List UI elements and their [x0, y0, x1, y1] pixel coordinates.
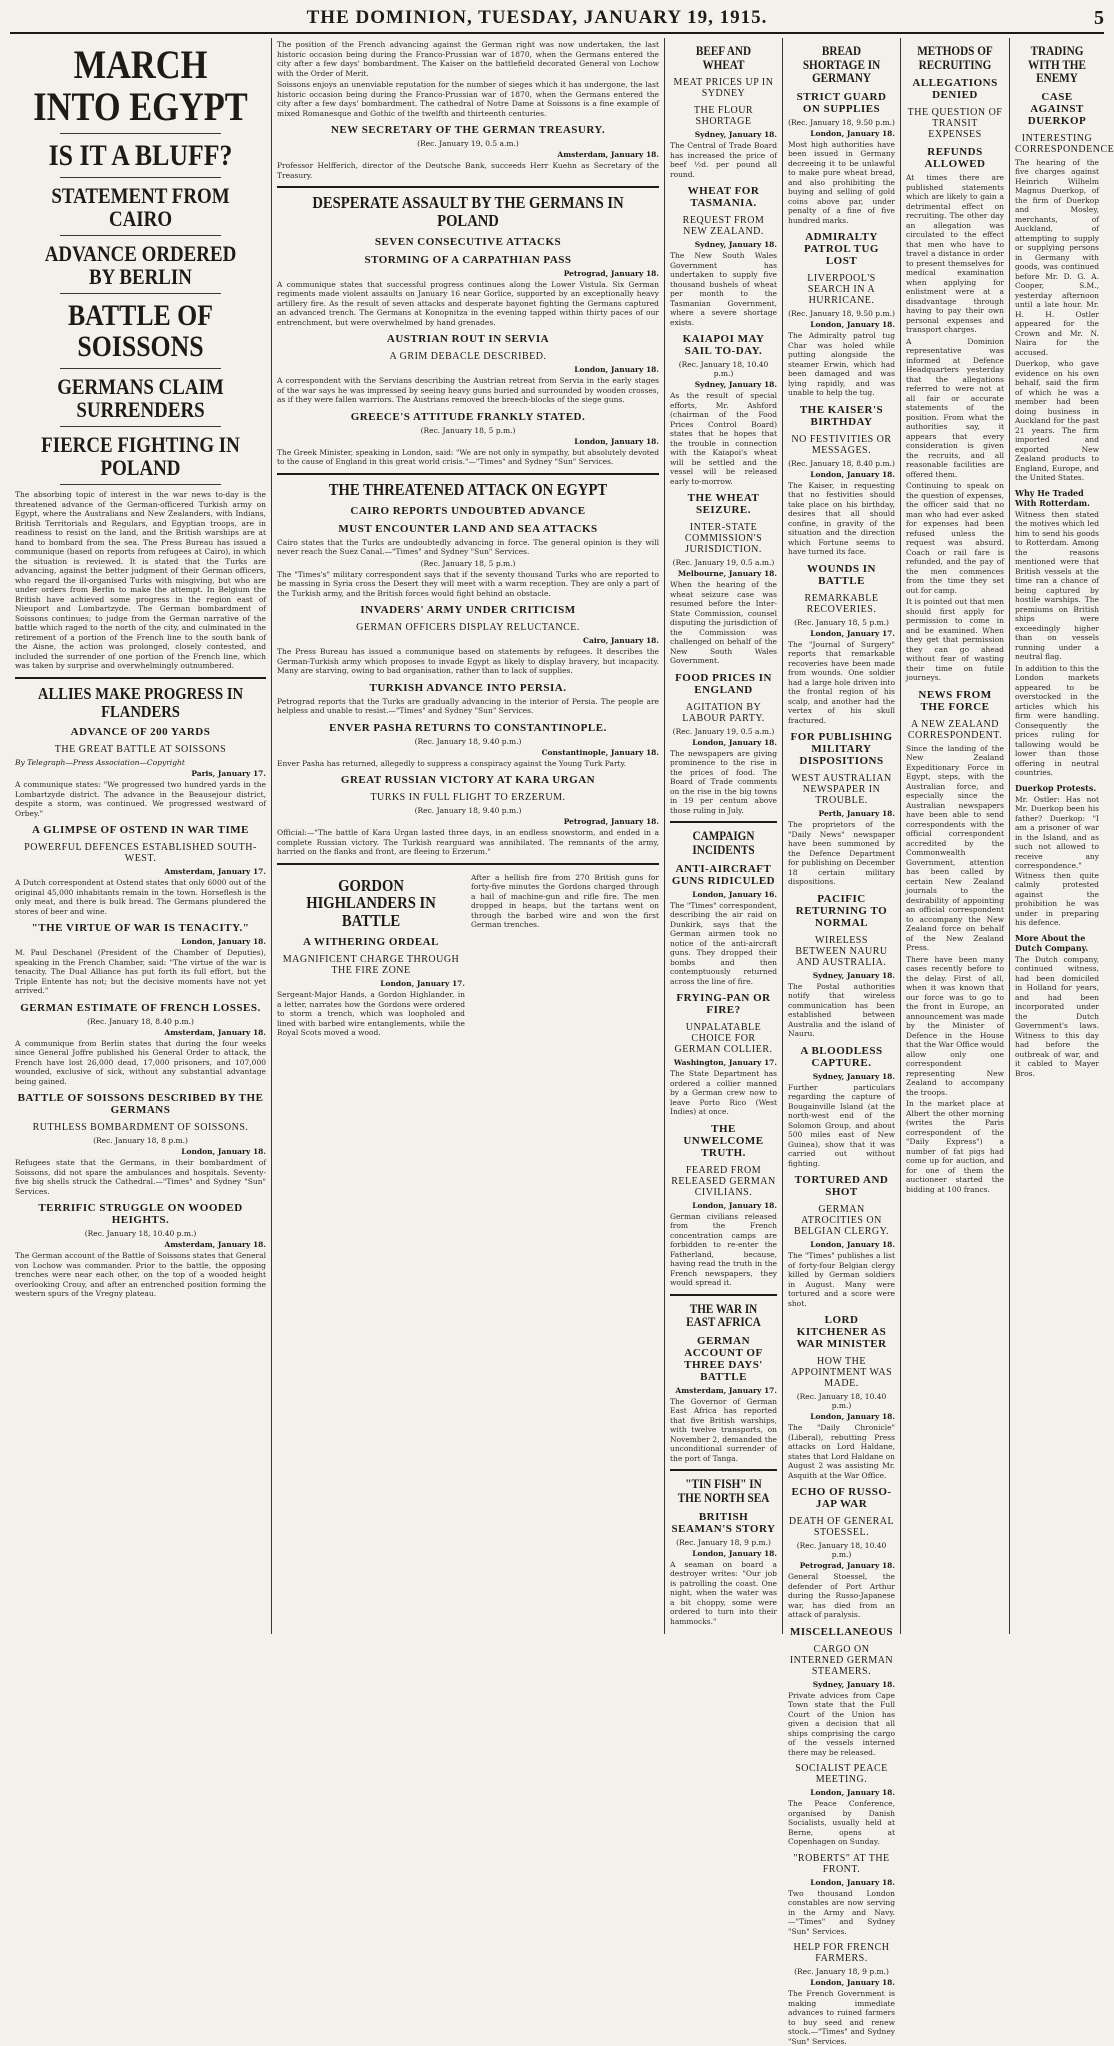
flanders-body: A communique states: "We progressed two hundred yards in the Lombartzyde district. The advance in the Beausejour district, despite a storm, was continued. We progressed westward of Orbey." [15, 780, 266, 818]
invaders-dateline: Cairo, January 18. [583, 636, 659, 646]
persia-headline: TURKISH ADVANCE INTO PERSIA. [369, 681, 567, 694]
poland-headline: DESPERATE ASSAULT BY THE GERMANS IN POLAND [312, 193, 624, 230]
pacific-body: The Postal authorities notify that wireless communication has been established between Australia and the island of Nauru. [788, 981, 895, 1039]
soissons-subhead: RUTHLESS BOMBARDMENT OF SOISSONS. [32, 1122, 249, 1134]
enver-headline: ENVER PASHA RETURNS TO CONSTANTINOPLE. [329, 721, 607, 734]
seizure-received: (Rec. January 19, 0.5 a.m.) [672, 558, 775, 568]
gordon-section [277, 871, 659, 1040]
deck-soissons: BATTLE OF SOISSONS [67, 298, 214, 364]
column-5 [901, 38, 1010, 1634]
kara-body: Official:—"The battle of Kara Urgan lasted three days, in an endless snowstorm, and ended in a complete Russian victory. The Turkish rearguard was annihilated. The remnants of the army, harried on the flanks and front, are fleeing to Erzerum." [277, 828, 659, 857]
trading-body-2: Duerkop, who gave evidence on his own behalf, said the firm of which he was a member had been doing business in Auckland for the past 21 years. The firm imported and exported New Zealand products to England, Europe, and the United States. [1015, 359, 1099, 483]
dispositions-dateline: Perth, January 18. [818, 809, 895, 819]
farmers-headline: HELP FOR FRENCH FARMERS. [793, 1942, 890, 1965]
column-2 [272, 38, 665, 1634]
virtue-body: M. Paul Deschanel (President of the Chamber of Deputies), speaking in the French Chamber, said: "The virtue of the war is tenacity. The Dual Alliance has put forth its full effort, but the Triple Entente has not; but the decisive moments have not yet arrived." [15, 948, 266, 996]
ostend-subhead: POWERFUL DEFENCES ESTABLISHED SOUTH-WEST. [24, 842, 257, 865]
column-3 [665, 38, 783, 1634]
dispositions-body: The proprietors of the "Daily News" newspaper have been summoned by the Defence Department for publishing on December 18 certain military dispositions. [788, 820, 895, 887]
kitchener-received: (Rec. January 18, 10.40 p.m.) [796, 1392, 887, 1411]
trading-subhead-2: INTERESTING CORRESPONDENCE [1015, 132, 1114, 155]
persia-body: Petrograd reports that the Turks are gradually advancing in the interior of Persia. The people are helpless and unable to resist.—"Times" and Sydney "Sun" Services. [277, 696, 659, 716]
greece-dateline: London, January 18. [574, 436, 659, 446]
force-body-2: There have been many cases recently before to the delay. First of all, when it was known that our force was to go to the front in Europe, an announcement was made by the Minister of Defence in the House that the War Office would allow only one correspondent representing New Zealand to accompany the troops. [906, 954, 1004, 1097]
flanders-headline: ALLIES MAKE PROGRESS IN FLANDERS [37, 683, 244, 721]
tasmania-dateline: Sydney, January 18. [694, 240, 777, 250]
truth-body: German civilians released from the French concentration camps are forbidden to re-enter the Fatherland, because, having read the truth in the French newspapers, they would spread it. [670, 1211, 777, 1288]
africa-dateline: Amsterdam, January 17. [675, 1385, 777, 1395]
seizure-body: When the hearing of the wheat seizure case was resumed before the Inter-State Commission, counsel disputing the jurisdiction of the Commission was challenged on behalf of the New South Wales Government. [670, 580, 777, 666]
roberts-dateline: London, January 18. [810, 1877, 895, 1887]
kara-headline: GREAT RUSSIAN VICTORY AT KARA URGAN [340, 774, 596, 787]
misc-body: Private advices from Cape Town state that the Full Court of the Union has given a decision that all ships comprising the cargo of the vessels interned there may be released. [788, 1690, 895, 1757]
virtue-headline: "THE VIRTUE OF WAR IS TENACITY." [31, 922, 250, 935]
tinfish-subhead: BRITISH SEAMAN'S STORY [671, 1510, 776, 1535]
truth-headline: THE UNWELCOME TRUTH. [683, 1122, 764, 1159]
fire-subhead: UNPALATABLE CHOICE FOR GERMAN COLLIER. [674, 1022, 773, 1056]
treasury-dateline: Amsterdam, January 18. [557, 150, 659, 159]
force-subhead: A NEW ZEALAND CORRESPONDENT. [907, 718, 1003, 741]
food-headline: FOOD PRICES IN ENGLAND [675, 671, 772, 696]
tortured-dateline: London, January 18. [810, 1240, 895, 1250]
estimate-dateline: Amsterdam, January 18. [164, 1027, 266, 1037]
trading-body-5: Mr. Ostler: Has not Mr. Duerkop been his father? Duerkop: "I am a prisoner of war in the Island, and as such not allowed to receive any correspondence." Witness then quite calmly protested against the prohibition he was under in preparing his defence. [1015, 794, 1099, 928]
patrol-received: (Rec. January 18, 9.50 p.m.) [788, 309, 895, 319]
farmers-received: (Rec. January 18, 9 p.m.) [794, 1967, 889, 1977]
gordon-body-2: After a hellish fire from 270 British guns for forty-five minutes the Gordons charged through a hail of machine-gun and rifle fire. The men dropped in heaps, but the tartans went on through the barbed wire and won the first German trenches. [471, 872, 659, 930]
columns [10, 38, 1114, 2046]
seizure-dateline: Melbourne, January 18. [677, 569, 777, 579]
flanders-subhead-2: THE GREAT BATTLE AT SOISSONS [54, 744, 227, 756]
wounds-dateline: London, January 17. [810, 628, 895, 638]
egypt-received: (Rec. January 18, 5 p.m.) [420, 558, 516, 568]
recruiting-headline: METHODS OF RECRUITING [917, 43, 993, 72]
soissons-history-body: Soissons enjoys an unenviable reputation for the number of sieges which it has undergone, the last historic occasion being during the Franco-Prussian war of 1870, when the Germans entered the city after a few days' bombardment. The cathedral of Notre Dame at Soissons is a fine example of mixed Romanesque and Gothic of the twelfth and thirteenth centuries. [277, 80, 659, 118]
deck-cairo: STATEMENT FROM CAIRO [51, 182, 230, 231]
recruiting-body-1: At times there are published statements which are likely to gain a detrimental effect on recruiting. The other day an allegation was circulated to the effect that men who have to travel a distance in order to present themselves for medical examination when applying for enlistment were at a disadvantage through having to pay their own personal expenses and transport charges. [906, 173, 1004, 335]
deck-bluff: IS IT A BLUFF? [48, 139, 233, 172]
peace-headline: SOCIALIST PEACE MEETING. [795, 1763, 888, 1786]
column-1 [10, 38, 272, 1634]
soissons-dateline: London, January 18. [181, 1147, 266, 1157]
patrol-body: The Admiralty patrol tug Char was holed while putting alongside the steamer Erwin, which had been damaged and was lying rapidly, and was unable to help the tug. [788, 331, 895, 398]
ostend-headline: A GLIMPSE OF OSTEND IN WAR TIME [31, 824, 249, 837]
pacific-headline: PACIFIC RETURNING TO NORMAL [795, 892, 888, 929]
peace-dateline: London, January 18. [810, 1788, 895, 1798]
enver-dateline: Constantinople, January 18. [541, 747, 659, 757]
masthead [10, 4, 1104, 34]
farmers-body: The French Government is making immediate advances to ruined farmers to buy seed and renew stock.—"Times" and Sydney "Sun" Services. [788, 1989, 895, 2046]
tortured-body: The "Times" publishes a list of forty-four Belgian clergy killed by German soldiers in August. Many were tortured and a score were shot. [788, 1251, 895, 1308]
echo-body: General Stoessel, the defender of Port Arthur during the Russo-Japanese war, has died from an attack of paralysis. [788, 1572, 895, 1620]
capture-headline: A BLOODLESS CAPTURE. [800, 1044, 883, 1069]
kaiapoi-headline: KAIAPOI MAY SAIL TO-DAY. [682, 333, 765, 358]
kaiser-received: (Rec. January 18, 8.40 p.m.) [788, 458, 895, 468]
capture-body: Further particulars regarding the capture of Bougainville Island (at the north-west end of the Solomon Group, and about 500 miles east of New Guinea), show that it was carried out without fighting. [788, 1082, 895, 1168]
bread-body: Most high authorities have been issued in Germany decreeing it to be unlawful to make pure wheat bread, and also prohibiting the buying and selling of gold coins above par, under penalty of a fine of five hundred marks. [788, 139, 895, 225]
headline-march-into-egypt: MARCH INTO EGYPT [33, 42, 248, 129]
misc-dateline: Sydney, January 18. [812, 1679, 895, 1689]
force-body: Since the landing of the New Zealand Expeditionary Force in Egypt, steps, with the Australian force, and especially since the Australian newspapers have been able to send correspondents with the official correspondent accredited by the Commonwealth Government, attention has been called by certain New Zealand journals to the desirability of appointing an official correspondent to accompany the New Zealand force on behalf of the New Zealand Press. [906, 743, 1004, 953]
kaiapoi-dateline: Sydney, January 18. [694, 380, 777, 390]
recruiting-subhead-3: REFUNDS ALLOWED [924, 146, 986, 171]
egypt-body: Cairo states that the Turks are undoubtedly advancing in force. The general opinion is they will never reach the Suez Canal.—"Times" and Sydney "Sun" Services. [277, 537, 659, 557]
wounds-headline: WOUNDS IN BATTLE [807, 562, 876, 587]
recruiting-body-2: A Dominion representative was informed at Defence Headquarters yesterday that the allegations referred to were not at all fair or accurate statements of the position. From what the authorities say, it appears that every consideration is given the recruits, and all reasonable facilities are offered them. [906, 336, 1004, 479]
trading-body-3: Witness then stated the motives which led him to send his goods to Rotterdam. Among the reasons mentioned were that British vessels at the time ran a chance of being captured by hostile warships. The premiums on British ships were exceedingly higher than on vessels running under a neutral flag. [1015, 509, 1099, 662]
peace-body: The Peace Conference, organised by Danish Socialists, usually held at Berne, opens at Copenhagen on Sunday. [788, 1799, 895, 1847]
trading-body-6: The Dutch company, continued witness, had been domiciled in Holland for years, and had been incorporated under the Dutch Government's laws. Witness to this day had before the outbreak of war, and it cabled to Mayer Bros. [1015, 954, 1099, 1078]
poland-subhead-2: STORMING OF A CARPATHIAN PASS [364, 253, 572, 266]
wounds-subhead: REMARKABLE RECOVERIES. [804, 592, 879, 615]
deck-surrenders: GERMANS CLAIM SURRENDERS [57, 373, 224, 422]
greece-headline: GREECE'S ATTITUDE FRANKLY STATED. [350, 410, 586, 423]
trading-headline: TRADING WITH THE ENEMY [1028, 43, 1086, 86]
kaiser-headline: THE KAISER'S BIRTHDAY [799, 403, 884, 428]
recruiting-subhead: ALLEGATIONS DENIED [912, 77, 998, 102]
beef-body: The Central of Trade Board has increased the price of beef ½d. per pound all round. [670, 141, 777, 179]
beef-subhead: MEAT PRICES UP IN SYDNEY [673, 77, 774, 100]
recruiting-body-3: Continuing to speak on the question of expenses, the officer said that no man who had ever asked for expenses had been refused unless the request was absurd. Coach or rail fare is refunded, and the pay of the men commences from the time they set out for camp. [906, 481, 1004, 595]
wounds-received: (Rec. January 18, 5 p.m.) [794, 617, 889, 627]
soissons-received: (Rec. January 18, 8 p.m.) [93, 1136, 188, 1146]
tinfish-headline: "TIN FISH" IN THE NORTH SEA [677, 1476, 770, 1505]
wooded-body: The German account of the Battle of Soissons states that General von Lochow was commander. Prior to the battle, the opposing trenches were near each other, on the top of a wooded height overlooking Crouy, and after an entrenched position forming the western spurs of the Vregny plateau. [15, 1251, 266, 1299]
kitchener-subhead: HOW THE APPOINTMENT WAS MADE. [790, 1356, 893, 1390]
bread-subhead: STRICT GUARD ON SUPPLIES [796, 90, 887, 115]
patrol-headline: ADMIRALTY PATROL TUG LOST [804, 231, 879, 268]
food-received: (Rec. January 19, 0.5 a.m.) [672, 726, 775, 736]
soissons-body: Refugees state that the Germans, in their bombardment of Soissons, did not spare the ambulances and hospitals. Seventy-five big shells struck the Cathedral.—"Times" and Sydney "Sun" Services. [15, 1158, 266, 1196]
patrol-subhead: LIVERPOOL'S SEARCH IN A HURRICANE. [807, 273, 876, 307]
treasury-headline: NEW SECRETARY OF THE GERMAN TREASURY. [330, 124, 606, 136]
invaders-body: The Press Bureau has issued a communique based on statements by refugees. It describes the German-Turkish army which proposes to invade Egypt as likely to display bravery, but incapacity. Many are starving, owing to bad organisation, rather than to lack of supplies. [277, 647, 659, 676]
patrol-dateline: London, January 18. [810, 320, 895, 330]
trading-body-4: In addition to this the London markets appeared to be overstocked in the articles which his firm were handling. Consequently the prices ruling for tallowing would be lower than those offering in neutral countries. [1015, 663, 1099, 778]
invaders-subhead: GERMAN OFFICERS DISPLAY RELUCTANCE. [356, 622, 580, 634]
capture-dateline: Sydney, January 18. [812, 1071, 895, 1081]
dispositions-subhead: WEST AUSTRALIAN NEWSPAPER IN TROUBLE. [791, 773, 892, 807]
campaign-subhead: ANTI-AIRCRAFT GUNS RIDICULED [671, 862, 776, 887]
misc-headline: MISCELLANEOUS [789, 1625, 894, 1638]
fire-headline: FRYING-PAN OR FIRE? [676, 992, 771, 1017]
flanders-subhead: ADVANCE OF 200 YARDS [70, 726, 211, 739]
egypt-subhead-2: MUST ENCOUNTER LAND AND SEA ATTACKS [338, 522, 598, 535]
farmers-dateline: London, January 18. [810, 1978, 895, 1988]
kaiapoi-received: (Rec. January 18, 10.40 p.m.) [678, 360, 769, 379]
kara-dateline: Petrograd, January 18. [563, 817, 659, 827]
tinfish-body: A seaman on board a destroyer writes: "Our job is patrolling the coast. One night, when the water was a bit choppy, some were ordered to turn into their hammocks." [670, 1559, 777, 1626]
roberts-headline: "ROBERTS" AT THE FRONT. [793, 1852, 890, 1875]
tasmania-body: The New South Wales Government has undertaken to supply five thousand bushels of wheat per month to the Tasmanian Government, where a severe shortage exists. [670, 251, 777, 327]
beef-dateline: Sydney, January 18. [694, 130, 777, 140]
column-4 [783, 38, 901, 2046]
roberts-body: Two thousand London constables are now serving in the Army and Navy.—"Times" and Sydney "Sun" Services. [788, 1888, 895, 1936]
servia-subhead: A GRIM DEBACLE DESCRIBED. [389, 351, 547, 363]
echo-received: (Rec. January 18, 10.40 p.m.) [796, 1541, 887, 1560]
column-6 [1010, 38, 1114, 1634]
treasury-body: Professor Helfferich, director of the Deutsche Bank, succeeds Herr Kuehn as Secretary of the Treasury. [277, 161, 659, 180]
deck-berlin: ADVANCE ORDERED BY BERLIN [44, 240, 237, 289]
kitchener-headline: LORD KITCHENER AS WAR MINISTER [796, 1314, 887, 1351]
publication-line: THE DOMINION, TUESDAY, JANUARY 19, 1915. [306, 7, 768, 28]
kitchener-body: The "Daily Chronicle" (Liberal), rebutting Press attacks on Lord Haldane, states that Lord Haldane on August 2 was assisting Mr. Asquith at the War Office. [788, 1423, 895, 1480]
soissons-headline: BATTLE OF SOISSONS DESCRIBED BY THE GERMANS [17, 1092, 264, 1117]
invaders-headline: INVADERS' ARMY UNDER CRITICISM [360, 604, 576, 617]
treasury-received: (Rec. January 19, 0.5 a.m.) [417, 139, 519, 148]
trading-body-1: The hearing of the five charges against Heinrich Wilhelm Magnus Duerkop, of the firm of Duerkop and Mosley, merchants, of Auckland, of attempting to supply or supplying persons in Germany with goods, was continued before Mr. D. G. A. Cooper, S.M., yesterday afternoon until a late hour. Mr. H. H. Ostler appeared for the Crown and Mr. N. Naira for the accused. [1015, 157, 1099, 357]
recruiting-subhead-2: THE QUESTION OF TRANSIT EXPENSES [907, 107, 1003, 141]
wooded-dateline: Amsterdam, January 18. [164, 1240, 266, 1250]
fire-body: The State Department has ordered a collier manned by a German crew now to leave Porto Rico (West Indies) at once. [670, 1069, 777, 1117]
gordon-body: Sergeant-Major Hands, a Gordon Highlander, in a letter, narrates how the Gordons were ordered to storm a trench, which was loopholed and lined with barbed wire entanglements, while the Royal Scots moved a wood. [277, 990, 465, 1038]
egypt-headline: THE THREATENED ATTACK ON EGYPT [328, 479, 608, 499]
ostend-dateline: Amsterdam, January 17. [164, 867, 266, 877]
africa-body: The Governor of German East Africa has reported that five British warships, with twelve transports, on November 2, demanded the unconditional surrender of the port of Tanga. [670, 1396, 777, 1463]
kaiser-subhead: NO FESTIVITIES OR MESSAGES. [791, 433, 892, 456]
bread-dateline: London, January 18. [810, 128, 895, 138]
fire-dateline: Washington, January 17. [673, 1058, 777, 1068]
tortured-subhead: GERMAN ATROCITIES ON BELGIAN CLERGY. [793, 1204, 890, 1238]
echo-headline: ECHO OF RUSSO-JAP WAR [791, 1486, 892, 1511]
misc-subhead: CARGO ON INTERNED GERMAN STEAMERS. [789, 1643, 894, 1677]
truth-subhead: FEARED FROM RELEASED GERMAN CIVILIANS. [671, 1164, 776, 1198]
kara-received: (Rec. January 18, 9.40 p.m.) [414, 806, 522, 816]
gordon-subhead-2: MAGNIFICENT CHARGE THROUGH THE FIRE ZONE [282, 954, 460, 977]
servia-headline: AUSTRIAN ROUT IN SERVIA [386, 333, 550, 346]
kara-subhead: TURKS IN FULL FLIGHT TO ERZERUM. [370, 792, 566, 804]
enver-body: Enver Pasha has returned, allegedly to suppress a conspiracy against the Young Turk Party. [277, 758, 627, 768]
gordon-headline: GORDON HIGHLANDERS IN BATTLE [306, 875, 436, 931]
food-dateline: London, January 18. [692, 737, 777, 747]
force-headline: NEWS FROM THE FORCE [918, 688, 992, 713]
africa-subhead: GERMAN ACCOUNT OF THREE DAYS' BATTLE [684, 1334, 763, 1383]
bread-headline: BREAD SHORTAGE IN GERMANY [802, 43, 881, 86]
seizure-headline: THE WHEAT SEIZURE. [687, 492, 760, 517]
dispositions-headline: FOR PUBLISHING MILITARY DISPOSITIONS [790, 731, 893, 768]
wounds-body: The "Journal of Surgery" reports that remarkable recoveries have been made from wounds. One soldier had a large hole driven into the frontal region of his scalp, and another had the vertex of his skull fractured. [788, 639, 895, 725]
kaiser-body: The Kaiser, in requesting that no festivities should take place on his birthday, desires that all should confine, in gravity of the situation and the direction which Fortune seems to have turned its face. [788, 480, 895, 557]
campaign-headline: CAMPAIGN INCIDENTS [692, 828, 755, 857]
echo-subhead: DEATH OF GENERAL STOESSEL. [788, 1516, 895, 1539]
beef-subhead-2: THE FLOUR SHORTAGE [693, 105, 754, 128]
flanders-dateline: Paris, January 17. [191, 769, 266, 779]
food-subhead: AGITATION BY LABOUR PARTY. [682, 701, 765, 724]
africa-headline: THE WAR IN EAST AFRICA [686, 1300, 761, 1330]
servia-body: A correspondent with the Servians describing the Austrian retreat from Servia in the early stages of the war says he was impressed by seeing heavy guns buried and surrounded by wooden crosses, as if they were fallen warriors. The Austrians removed the breech-blocks of the siege guns. [277, 376, 659, 405]
top-continuation-body: The position of the French advancing against the German right was now undertaken, the last historic occasion being during the Franco-Prussian war of 1870, when the Germans entered the city after a few days' bombardment. The Kaiser on the battlefield decorated General von Lochow with the Order of Merit. [277, 40, 659, 78]
greece-body: The Greek Minister, speaking in London, said: "We are not only in sympathy, but absolutely devoted to the cause of England in this great world crisis."—"Times" and Sydney "Sun" Services. [277, 447, 659, 467]
tinfish-received: (Rec. January 18, 9 p.m.) [676, 1537, 771, 1547]
tasmania-subhead: REQUEST FROM NEW ZEALAND. [682, 215, 765, 238]
seizure-subhead: INTER-STATE COMMISSION'S JURISDICTION. [684, 522, 763, 556]
enver-received: (Rec. January 18, 9.40 p.m.) [414, 736, 522, 746]
kaiapoi-body: As the result of special efforts, Mr. Ashford (chairman of the Food Prices Control Board) states that he hopes that the trouble in connection with the Kaiapoi's wheat will be settled and the vessel will be released early to-morrow. [670, 391, 777, 486]
bread-received: (Rec. January 18, 9.50 p.m.) [788, 117, 895, 127]
estimate-headline: GERMAN ESTIMATE OF FRENCH LOSSES. [20, 1001, 261, 1014]
wooded-headline: TERRIFIC STRUGGLE ON WOODED HEIGHTS. [38, 1202, 243, 1227]
deck-poland: FIERCE FIGHTING IN POLAND [41, 432, 240, 481]
campaign-body: The "Times" correspondent, describing the air raid on Dunkirk, says that the German airmen took no notice of the anti-aircraft guns. They dropped their bombs and then contemptuously returned across the line of fire. [670, 900, 777, 986]
flanders-byline: By Telegraph—Press Association—Copyright [15, 758, 185, 768]
page-number: 5 [1094, 6, 1104, 29]
poland-subhead: SEVEN CONSECUTIVE ATTACKS [374, 235, 562, 248]
recruiting-body-4: It is pointed out that men should first apply for permission to come in and be examined. When they get that permission they can go ahead without fear of wasting their time on futile journeys. [906, 597, 1004, 683]
rotterdam-sidehead: Why He Traded With Rotterdam. [1015, 487, 1090, 508]
ostend-body: A Dutch correspondent at Ostend states that only 6000 out of the original 45,000 inhabitants remain in the town. Horseflesh is the only meat, and there is bulk bread. The Germans plundered the stores of beer and wine. [15, 878, 266, 916]
pacific-subhead: WIRELESS BETWEEN NAURU AND AUSTRALIA. [795, 934, 888, 968]
egypt-subhead: CAIRO REPORTS UNDOUBTED ADVANCE [350, 504, 586, 517]
tinfish-dateline: London, January 18. [692, 1548, 777, 1558]
greece-received: (Rec. January 18, 5 p.m.) [420, 425, 516, 435]
gordon-subhead: A WITHERING ORDEAL [303, 936, 439, 949]
estimate-body: A communique from Berlin states that during the four weeks since General Joffre published his General Order to attack, the French have lost 26,000 dead, 17,000 prisoners, and 107,000 wounded, exclusive of sick, without any substantial advantage being gained. [15, 1038, 266, 1086]
tasmania-headline: WHEAT FOR TASMANIA. [687, 185, 760, 210]
estimate-received: (Rec. January 18, 8.40 p.m.) [87, 1016, 194, 1026]
virtue-dateline: London, January 18. [181, 937, 266, 947]
poland-dateline: Petrograd, January 18. [563, 268, 659, 278]
tortured-headline: TORTURED AND SHOT [794, 1174, 889, 1199]
kaiser-dateline: London, January 18. [810, 469, 895, 479]
egypt-body-2: The "Times's" military correspondent says that if the seventy thousand Turks who are reported to be massing in Syria cross the Desert they will meet with a warm reception. They are only a part of the Turkish army, and the British forces would fight behind an obstacle. [277, 569, 659, 598]
pacific-dateline: Sydney, January 18. [812, 970, 895, 980]
poland-body: A communique states that successful progress continues along the Lower Vistula. Six German regiments made violent assaults on January 16 near Gorlice, supported by an exceptionally heavy artillery fire. As the result of seven attacks and desperate bayonet fighting the Germans captured an advanced trench. The Germans at Konopnitza in the evening tapped within thirty paces of our entrenchment, but were overwhelmed by hand grenades. [277, 279, 659, 327]
dutch-sidehead: More About the Dutch Company. [1015, 932, 1089, 953]
kitchener-dateline: London, January 18. [810, 1412, 895, 1422]
servia-dateline: London, January 18. [574, 365, 659, 375]
beef-headline: BEEF AND WHEAT [695, 43, 752, 72]
protests-sidehead: Duerkop Protests. [1015, 782, 1097, 793]
wooded-received: (Rec. January 18, 10.40 p.m.) [84, 1229, 197, 1239]
food-body: The newspapers are giving prominence to the rise in the prices of food. The Board of Trade comments on the rise in the big towns in 19 per centum above those ruling in July. [670, 748, 777, 815]
lead-article-body: The absorbing topic of interest in the war news to-day is the threatened advance of the German-officered Turkish army on Egypt, where the Australians and New Zealanders, with Indians, British Territorials and Regulars, and Egyptian troops, are in readiness to resist on the land, and the British warships are at hand to bombard from the sea. The Press Bureau has issued a communique (based on reports from refugees at Cairo), in which the situation is reviewed. It is stated that the Turks are advancing, against the better judgment of their German officers, who regard the ill-organised Turks with misgiving, but who are under orders from Berlin to make the attempt. In Belgium the British have achieved some progress in the region east of Nieuport and Lombartzyde. The German bombardment of Soissons continues; to judge from the German narrative of the battle which raged to the north of the city, and culminated in the retirement of a portion of the French line to the south bank of the Aisne, the action was prolonged, closely contested, and included the surrender of one portion of the French line, which was taken by surprise and overwhelmingly outnumbered. [15, 490, 266, 671]
gordon-dateline: London, January 17. [380, 979, 465, 989]
trading-subhead: CASE AGAINST DUERKOP [1027, 90, 1087, 127]
market-body: In the market place at Albert the other morning (writes the Paris correspondent of the "Daily Express") a number of fat pigs had come up for auction, and for one of them the auctioneer started the bidding at 100 francs. [906, 1099, 1004, 1194]
truth-dateline: London, January 18. [692, 1200, 777, 1210]
echo-dateline: Petrograd, January 18. [799, 1561, 895, 1571]
campaign-dateline: London, January 16. [692, 889, 777, 899]
